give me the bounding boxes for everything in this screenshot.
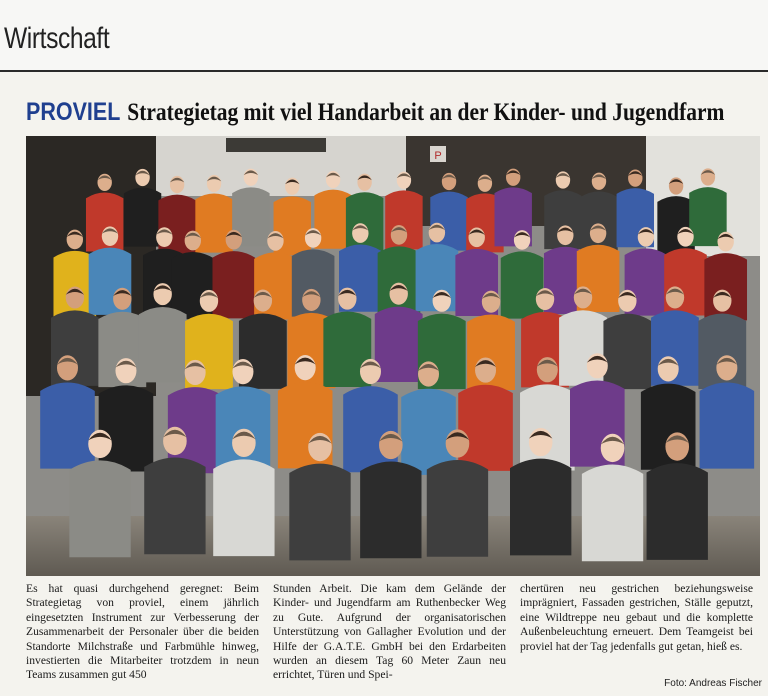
person-body — [212, 251, 255, 318]
person-body — [641, 384, 696, 470]
person-body — [144, 457, 205, 554]
person-body — [520, 384, 575, 470]
person-body — [510, 459, 571, 556]
section-header — [0, 0, 768, 72]
person-body — [124, 188, 161, 247]
person-body — [69, 460, 130, 557]
article-column-1: Es hat quasi durchgehend geregnet: Beim Strategietag von proviel, einem jährlich eingesetzten Instrument zur Verbesserung der Zusammenarbeit der Personaler über die beiden Standorte Milchstraße und Farbmühle hinweg, investierten die Mitarbeiter trotzdem in neun Teams zusammen gut 450 — [26, 582, 259, 682]
article-body — [26, 582, 762, 692]
person-body — [99, 385, 154, 471]
section-title: Wirtschaft — [4, 22, 110, 55]
person-body — [40, 383, 95, 469]
crowd — [40, 168, 754, 561]
door-sign-letter: P — [434, 150, 442, 162]
window — [226, 138, 326, 152]
headline-text: Strategietag mit viel Handarbeit an der Kinder- und Jugendfarm — [127, 99, 725, 126]
article-column-3: chertüren neu gestrichen beziehungsweise imprägniert, Fassaden gestrichen, Ställe geputzt, eine Wildtreppe neu gebaut und die komplette Außenbeleuchtung erneuert. Dem Teamgeist bei proviel hat der Tag jedenfalls gut getan, hieß es. — [520, 582, 753, 653]
person-body — [360, 462, 421, 559]
person-body — [458, 385, 513, 471]
group-photo — [26, 136, 760, 576]
person-body — [647, 463, 708, 560]
person-body — [427, 460, 488, 557]
person-body — [657, 196, 694, 255]
person-body — [375, 307, 423, 382]
person-body — [289, 464, 350, 561]
person-body — [501, 251, 544, 318]
article-headline — [26, 98, 724, 127]
person-body — [346, 192, 383, 251]
person-body — [213, 459, 274, 556]
photo-credit: Foto: Andreas Fischer — [664, 678, 762, 689]
person-body — [603, 314, 651, 389]
headline-kicker: PROVIEL — [26, 98, 121, 126]
person-body — [343, 386, 398, 472]
person-body — [582, 464, 643, 561]
article-column-2: Stunden Arbeit. Die kam dem Gelände der Kinder- und Jugendfarm am Ruthenbecker Weg zu Gute. Aufgrund der organisatorischen Unterstützung von Gallagher Evolution und der Hilfe der G.A.T.E. GmbH bei den Erdarbeiten wurden an diesem Tag 60 Meter Zaun neu errichtet, Türen und Spei- — [273, 582, 506, 682]
person-body — [139, 307, 187, 382]
person-body — [700, 383, 755, 469]
